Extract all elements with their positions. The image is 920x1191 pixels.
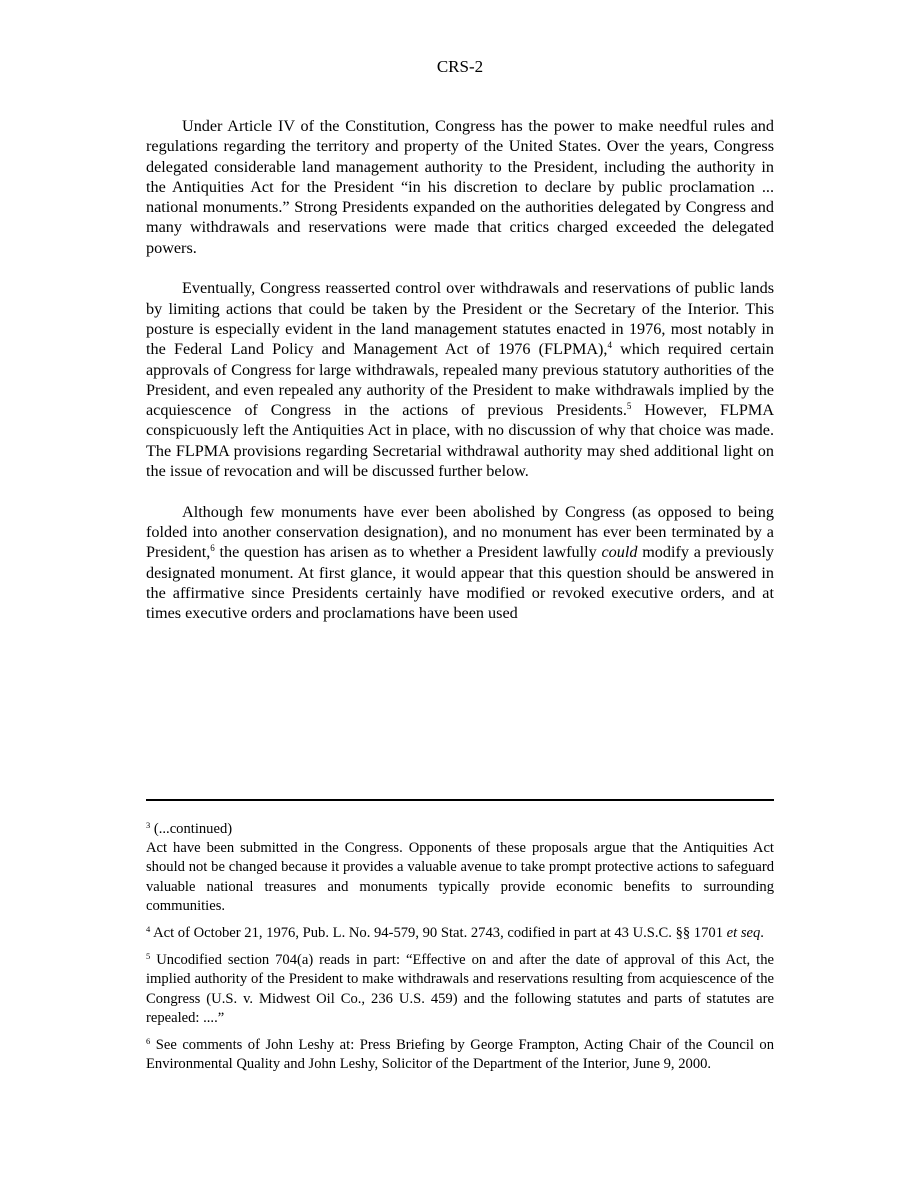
emphasis-et-seq: et seq xyxy=(726,925,761,942)
paragraph-text: modify a previously designated monument. At first glance, it would appear that this question should be answered in the affirmative since Presidents certainly have modified or revoked executive orders, and at times executive orders and proclamations have been used xyxy=(146,543,774,623)
paragraph-monuments-abolished xyxy=(146,502,774,624)
footnote-text: See comments of John Leshy at: Press Briefing by George Frampton, Acting Chair of the Council on Environmental Quality and John Leshy, Solicitor of the Department of the Interior, June 9, 2000. xyxy=(146,1037,774,1073)
footnote-3 xyxy=(146,820,774,916)
footnote-ref-6[interactable]: 6 xyxy=(210,543,215,554)
paragraph-text: However, FLPMA conspicuously left the Antiquities Act in place, with no discussion of why that choice was made. The FLPMA provisions regarding Secretarial withdrawal authority may shed additional light on the issue of revocation and will be discussed further below. xyxy=(146,401,775,481)
footnote-text: Uncodified section 704(a) reads in part: “Effective on and after the date of approval of this Act, the implied authority of the President to make withdrawals and reservations resulting from acquiescence of the Congress (U.S. v. Midwest Oil Co., 236 U.S. 459) and the following statutes and parts of statutes are repealed: ....” xyxy=(146,952,774,1026)
footnote-number: 4 xyxy=(146,924,151,935)
footnote-5 xyxy=(146,951,774,1028)
main-body-text xyxy=(146,116,774,623)
paragraph-text: Eventually, Congress reasserted control over withdrawals and reservations of public lands by limiting actions that could be taken by the President or the Secretary of the Interior. This posture is especially evident in the land management statutes enacted in 1976, most notably in the Federal Land Policy and Management Act of 1976 (FLPMA), xyxy=(146,279,774,359)
paragraph-congress-reasserted xyxy=(146,278,774,481)
footnote-ref-4[interactable]: 4 xyxy=(607,340,612,351)
footnote-number: 6 xyxy=(146,1036,151,1047)
footnote-number: 5 xyxy=(146,951,151,962)
footnote-ref-5[interactable]: 5 xyxy=(626,401,632,412)
footnote-continued-label: (...continued) xyxy=(150,821,233,837)
paragraph-text: which required certain approvals of Congress for large withdrawals, repealed many previous statutory authorities of the President, and even repealed any authority of the President to make withdrawals implied by the acquiescence of Congress in the actions of previous Presidents. xyxy=(146,340,774,420)
footnote-text-end: . xyxy=(760,925,764,942)
footnote-6 xyxy=(146,1036,774,1074)
paragraph-text: Although few monuments have ever been abolished by Congress (as opposed to being folded into another conservation designation), and no monument has ever been terminated by a President, xyxy=(146,502,774,562)
paragraph-text: the question has arisen as to whether a President lawfully xyxy=(214,543,602,562)
paragraph-text: Under Article IV of the Constitution, Congress has the power to make needful rules and regulations regarding the territory and property of the United States. Over the years, Congress delegated considerable land management authority to the President, including the authority in the Antiquities Act for the President “in his discretion to declare by public proclamation ... national monuments.” Strong Presidents expanded on the authorities delegated by Congress and many withdrawals and reservations were made that critics charged exceeded the delegated powers. xyxy=(146,117,774,257)
footnote-4 xyxy=(146,924,774,943)
emphasis-could: could xyxy=(601,543,638,562)
paragraph-article-iv xyxy=(146,116,774,258)
page-number-header: CRS-2 xyxy=(436,57,484,76)
footnote-text: Act of October 21, 1976, Pub. L. No. 94-579, 90 Stat. 2743, codified in part at 43 U.S.C. §§ 1701 xyxy=(150,925,727,942)
footnote-separator-rule xyxy=(146,799,774,801)
footnote-number: 3 xyxy=(146,820,151,830)
footnotes-section xyxy=(146,820,774,1082)
footnote-3-continued xyxy=(146,820,774,839)
footnote-text: Act have been submitted in the Congress. Opponents of these proposals argue that the Antiquities Act should not be changed because it provides a valuable avenue to take prompt protective actions to safeguard valuable national treasures and monuments typically provide economic benefits to surrounding communities. xyxy=(146,840,774,914)
